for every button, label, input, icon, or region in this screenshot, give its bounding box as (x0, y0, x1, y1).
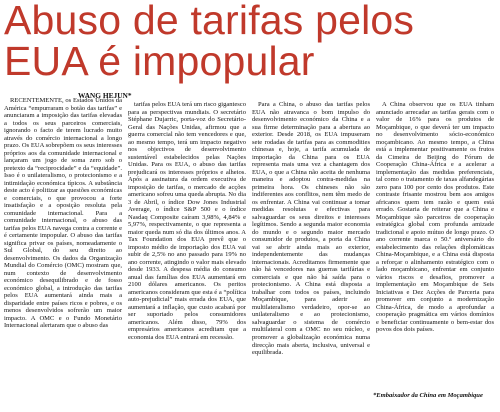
article-column-3 (252, 101, 370, 408)
headline-line-2: EUA é impopular (4, 38, 315, 84)
column-4-text: A China observou que os EUA tinham anunciado arrecadar as tarifas gerais com o valor de 16% para os produtos de Moçambique, o que deverá ter um impacto no desenvolvimento sócio-económico moçambicano. Ao mesmo tempo, a China está a implementar positivamente os frutos da Cimeira de Beijing do Fórum de Cooperação China-África e a acelerar a implementação das medidas preferenciais, tal como o tratamento de taxas alfandegárias zero para 100 por cento dos produtos. Este contraste frisante mostrou bem aos amigos africanos quem tem razão e quem está errado. Gostaria de reiterar que a China e Moçambique são parceiros de cooperação estratégica global com profunda amizade tradicional e apoio mútuo de longo prazo. O ano corrente marca o 50.º aniversário do estabelecimento das relações diplomáticas China-Moçambique, e a China está disposta a reforçar o alinhamento estratégico com o lado moçambicano, enfrentar em conjunto vários riscos e desafios, promover a implementação em Moçambique de Seis Iniciativas e Dez Acções de Parceria para promover em conjunto a modernização China-África, de modo a aprofundar a cooperação pragmática em vários domínios e beneficiar continuamente o bem-estar dos povos dos dois países. (376, 101, 494, 334)
headline (4, 0, 496, 82)
column-2-text: tarifas pelos EUA terá um risco gigantesco para as perspectivas mundiais. O secretário Stéphane Dujarric, porta-voz do Secretário-Geral das Nações Unidas, afirmou que a guerra comercial não tem vencedores e que, ao mesmo tempo, terá um impacto negativo nos objectivos de desenvolvimento sustentável estabelecidos pelas Nações Unidas. Para os EUA, o abuso das tarifas prejudicará os interesses próprios e alheios. Após a assinatura da ordem executiva de imposição de tarifas, o mercado de acções americano sofreu uma queda abrupta. No dia 3 de Abril, o índice Dow Jones Industrial Average, o índice S&P 500 e o índice Nasdaq Composite caíram 3,98%, 4,84% e 5,97%, respectivamente, o que representa a maior queda num só dia dos últimos anos. A Tax Foundation dos EUA prevê que o imposto médio de importação dos EUA vai subir de 2,5% no ano passado para 19% no ano corrente, atingindo o valor mais elevado desde 1933. A despesa média do consumo anual das famílias dos EUA aumentará em 2100 dólares americanos. Os peritos americanos consideram que esta é a “política auto-prejudicial” mais errada dos EUA, que aumentará a inflação, que custo acabará por ser suportado pelos consumidores americanos. Além disso, 79% dos empresários americanos acreditam que a economia dos EUA entrará em recessão. (128, 101, 246, 341)
column-1-text: RECENTEMENTE, os Estados Unidos da América “empurraram o botão das tarifas” e anunciaram a imposição das tarifas elevadas a todos os seus parceiros comerciais, ignorando o facto de terem lucrado muito através do comércio internacional a longo prazo. Os EUA sobrepõem os seus interesses próprios aos da comunidade internacional e lançaram um jogo de soma zero sob o pretexto da “reciprocidade” e da “equidade”. Isso é o unilateralismo, o protecionismo e a intimidação económica típicos. A substância deste acto é politizar as questões económicas e comerciais, o que provocou a forte insatisfação e a oposição resoluta pela comunidade internacional. Para a comunidade internacional, o abuso das tarifas pelos EUA navega contra a corrente e é certamente impopular. O abuso das tarifas significa privar os países, nomeadamente o Sul Global, do seu direito ao desenvolvimento. Os dados da Organização Mundial do Comércio (OMC) mostram que, num contexto de desenvolvimento económico desequilibrado e de fosso económico global, a introdução das tarifas pelos EUA aumentará ainda mais a disparidade entre países ricos e pobres, e os menos desenvolvidos sofrerão um maior impacto. A OMC e o Fundo Monetário Internacional alertaram que o abuso das (4, 97, 122, 330)
column-3-text: Para a China, o abuso das tarifas pelos EUA não atravanca o bom impulso do desenvolvimento económico da China e a sua firme determinação para a abertura ao exterior. Desde 2018, os EUA impuseram sete rodadas de tarifas para as commodities chinesas e, hoje, a tarifa acumulada de importação da China para os EUA representa mais uma vez a chantagem dos EUA, o que a China não aceita de nenhuma maneira e adoptou contra-medidas na primeira hora. Os chineses não são indiferentes aos conflitos, nem têm medo de os enfrentar. A China vai continuar a tomar medidas resolutas e efectivas para salvaguardar os seus direitos e interesses legítimos. Sendo a segunda maior economia do mundo e o segundo maior mercado consumidor de produtos, a porta da China vai se abrir ainda mais ao exterior, independentemente das mudanças internacionais. Acreditamos firmemente que não há vencedores nas guerras tarifárias e comerciais e que não há saída para o protecionismo. A China está disposta a trabalhar com todos os países, incluindo Moçambique, para aderir ao multilateralismo verdadeiro, opor-se ao unilateralismo e ao protecionismo, salvaguardar o sistema de comércio multilateral com a OMC no seu núcleo, e promover a globalização económica numa direcção mais aberta, inclusiva, universal e equilibrada. (252, 101, 370, 357)
article-column-1 (4, 97, 122, 405)
article-column-2 (128, 101, 246, 408)
byline: WANG HEJUN* (78, 91, 132, 100)
headline-line-1: Abuso de tarifas pelos (4, 0, 415, 43)
article-column-4 (376, 101, 494, 391)
author-footnote: *Embaixador da China em Moçambique (373, 392, 483, 399)
